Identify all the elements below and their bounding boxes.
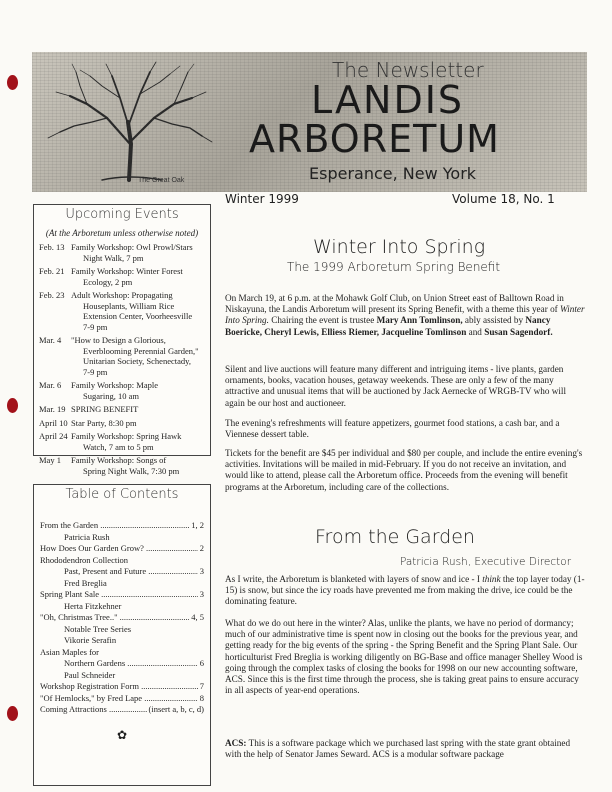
- toc-entry: [40, 555, 204, 567]
- masthead-title-arboretum: ARBORETUM: [249, 117, 500, 161]
- event-description: [71, 418, 205, 429]
- event-text-line: Ecology, 2 pm: [83, 276, 133, 287]
- toc-entry-title: Rhododendron Collection: [40, 554, 129, 565]
- article-from-the-garden-byline: Patricia Rush, Executive Director: [400, 556, 572, 568]
- benefit-paragraph-4: Tickets for the benefit are $45 per individual and $80 per couple, and include the entire evening's activities. Invitations will be mailed in mid-February. If you do not receive an invitation, and would like to attend, please call the Arboretum office. Proceeds from the evening will benefit programs at the Arboretum, including care of the collections.: [225, 448, 583, 492]
- event-date: Feb. 21: [39, 266, 65, 276]
- event-date: April 10: [39, 417, 68, 428]
- event-item: [39, 380, 205, 401]
- article-from-the-garden-title: From the Garden: [315, 526, 475, 548]
- event-text-line: Spring Night Walk, 7:30 pm: [83, 465, 180, 476]
- toc-entry-title: "Oh, Christmas Tree.." .....: [40, 612, 189, 624]
- event-text-line: Adult Workshop: Propagating: [71, 290, 173, 300]
- toc-title: Table of Contents: [65, 487, 179, 502]
- masthead-title-landis: LANDIS: [311, 78, 465, 122]
- event-text-line: Star Party, 8:30 pm: [71, 417, 137, 428]
- table-of-contents-box: [33, 484, 211, 786]
- event-item: [39, 290, 205, 332]
- event-text-line: "How to Design a Glorious,: [71, 335, 166, 345]
- garden-paragraph-1: As I write, the Arboretum is blanketed with layers of snow and ice - I think the top layer today (1-15) is snow, but since the icy roads have prevented me from making the drive, ice could be the dominating feature.: [225, 574, 585, 607]
- event-text-line: Family Workshop: Winter Forest: [71, 266, 183, 276]
- toc-entry-page: 2: [199, 543, 204, 553]
- newsletter-subtitle: The Newsletter: [332, 58, 484, 82]
- toc-entry-page: (insert a, b, c, d): [148, 704, 204, 714]
- event-item: [39, 431, 205, 452]
- toc-entry-title: Past, Present and Future .....: [64, 566, 198, 578]
- event-text-line: Watch, 7 am to 5 pm: [83, 441, 154, 452]
- toc-entry: [40, 704, 204, 716]
- toc-entry-author: Fred Breglia: [64, 577, 107, 588]
- event-item: [39, 242, 205, 263]
- event-text-line: Sugaring, 10 am: [83, 390, 139, 401]
- toc-entry-page: 6: [199, 658, 204, 668]
- punch-hole-top: [7, 75, 18, 90]
- article-winter-into-spring-subtitle: The 1999 Arboretum Spring Benefit: [287, 260, 501, 274]
- event-item: [39, 455, 205, 476]
- upcoming-events-title: Upcoming Events: [65, 207, 179, 222]
- event-description: [71, 431, 205, 452]
- toc-entry-page: 3: [199, 589, 204, 599]
- event-text-line: SPRING BENEFIT: [71, 404, 139, 414]
- event-date: Mar. 4: [39, 335, 62, 345]
- event-date: Feb. 23: [39, 290, 65, 300]
- toc-entry: [40, 681, 204, 693]
- toc-entry-title: Workshop Registration Form .....: [40, 681, 198, 693]
- toc-entry: [40, 543, 204, 555]
- punch-hole-bottom: [7, 706, 18, 721]
- event-description: [71, 266, 205, 287]
- event-text-line: Family Workshop: Spring Hawk: [71, 431, 182, 441]
- benefit-paragraph-3: The evening's refreshments will feature appetizers, gourmet food stations, a cash bar, and a Viennese dessert table.: [225, 418, 560, 440]
- event-text-line: Everblooming Perennial Garden,": [83, 345, 199, 356]
- toc-list: [40, 520, 204, 716]
- article-winter-into-spring-title: Winter Into Spring: [313, 236, 486, 258]
- toc-entry: [40, 612, 204, 624]
- event-date: Mar. 6: [39, 380, 62, 390]
- event-text-line: 7-9 pm: [83, 366, 108, 377]
- benefit-paragraph-1: On March 19, at 6 p.m. at the Mohawk Golf Club, on Union Street east of Balltown Road in Niskayuna, the Landis Arboretum will present its Spring Benefit, with a theme this year of Winter Into Spring. Chairing the event is trustee Mary Ann Tomlinson, ably assisted by Nancy Boericke, Cheryl Lewis, Elliess Riemer, Jacqueline Tomlinson and Susan Sagendorf.: [225, 293, 585, 337]
- oak-tree-illustration: [32, 52, 222, 192]
- event-item: [39, 266, 205, 287]
- event-item: [39, 335, 205, 377]
- events-location-note: (At the Arboretum unless otherwise noted): [45, 228, 199, 238]
- event-date: Feb. 13: [39, 242, 65, 252]
- event-item: [39, 404, 205, 415]
- events-list: [39, 242, 205, 476]
- toc-entry-author: Herta Fitzkehner: [64, 600, 122, 611]
- toc-entry-title: Asian Maples for: [40, 646, 100, 657]
- issue-volume: Volume 18, No. 1: [452, 192, 555, 206]
- punch-hole-middle: [7, 398, 18, 413]
- toc-entry-page: 7: [199, 681, 204, 691]
- event-description: [71, 455, 205, 476]
- flower-ornament-icon: ✿: [116, 727, 128, 742]
- toc-entry-page: [202, 555, 204, 567]
- toc-entry-title: How Does Our Garden Grow? .....: [40, 543, 198, 555]
- event-description: [71, 290, 205, 332]
- event-text-line: Extension Center, Voorheesville: [83, 311, 193, 321]
- toc-entry-page: [202, 647, 204, 659]
- event-text-line: Family Workshop: Songs of: [71, 455, 167, 465]
- toc-entry-page: 3: [199, 566, 204, 576]
- event-description: [71, 380, 205, 401]
- garden-paragraph-2: What do we do out here in the winter? Alas, unlike the plants, we have no period of dormancy; much of our administrative time is spent now in closing out the books for the previous year, and getting ready for the big events of the spring - the Spring Benefit and the Spring Plant Sale. Our horticulturist Fred Breglia is working diligently on BG-Base and office manager Shelley Wood is going through the complex tasks of closing the books for 1998 on our new accounting software, ACS. Since this is the first time through the process, she is taking great pains to ensure accuracy in all aspects of year-end operations.: [225, 618, 583, 696]
- toc-entry: [40, 693, 204, 705]
- benefit-paragraph-2: Silent and live auctions will feature many different and intriguing items - live plants, garden ornaments, books, vacation houses, getaway weekends. These are only a few of the many attractive and unusual items that will be auctioned by Jack Aernecke of WRGB-TV who will again be our host and auctioneer.: [225, 364, 567, 408]
- event-text-line: Family Workshop: Maple: [71, 380, 158, 390]
- toc-entry-title: From the Garden .....: [40, 520, 189, 532]
- masthead-banner: [32, 52, 587, 192]
- event-text-line: Unitarian Society, Schenectady,: [83, 356, 191, 366]
- toc-entry-title: "Of Hemlocks," by Fred Lape .....: [40, 693, 198, 705]
- upcoming-events-box: [33, 204, 211, 476]
- event-description: [71, 404, 205, 415]
- event-text-line: Family Workshop: Owl Prowl/Stars: [71, 242, 193, 252]
- toc-entry-author: Vikorie Serafin: [64, 635, 117, 645]
- garden-paragraph-3: ACS: This is a software package which we purchased last spring with the state grant obtained with the help of Senator James Seward. ACS is a modular software package: [225, 738, 571, 760]
- toc-entry-author: Notable Tree Series: [64, 623, 132, 634]
- toc-entry-page: 4, 5: [191, 612, 204, 622]
- toc-entry-author: Patricia Rush: [64, 531, 110, 542]
- event-date: Mar. 19: [39, 404, 66, 414]
- toc-entry-title: Coming Attractions .....: [40, 704, 147, 716]
- toc-entry-page: 8: [199, 692, 204, 703]
- toc-entry-title: Northern Gardens .....: [64, 658, 198, 670]
- event-text-line: Houseplants, William Rice: [83, 300, 175, 311]
- toc-entry: [40, 647, 204, 659]
- toc-entry-page: 1, 2: [191, 520, 204, 530]
- toc-entry-author: Paul Schneider: [64, 669, 116, 680]
- masthead-location: Esperance, New York: [309, 164, 477, 183]
- issue-date: Winter 1999: [225, 192, 299, 206]
- toc-entry-title: Spring Plant Sale .....: [40, 589, 198, 601]
- event-date: May 1: [39, 455, 61, 465]
- tree-caption: The Great Oak: [138, 177, 185, 184]
- toc-entry: [40, 520, 204, 532]
- event-text-line: 7-9 pm: [83, 321, 108, 332]
- event-description: [71, 242, 205, 263]
- event-item: [39, 418, 205, 429]
- toc-entry: [40, 566, 204, 578]
- toc-entry: [40, 658, 204, 670]
- event-description: [71, 335, 205, 377]
- toc-entry: [40, 589, 204, 601]
- event-date: April 24: [39, 431, 68, 441]
- event-text-line: Night Walk, 7 pm: [83, 252, 144, 263]
